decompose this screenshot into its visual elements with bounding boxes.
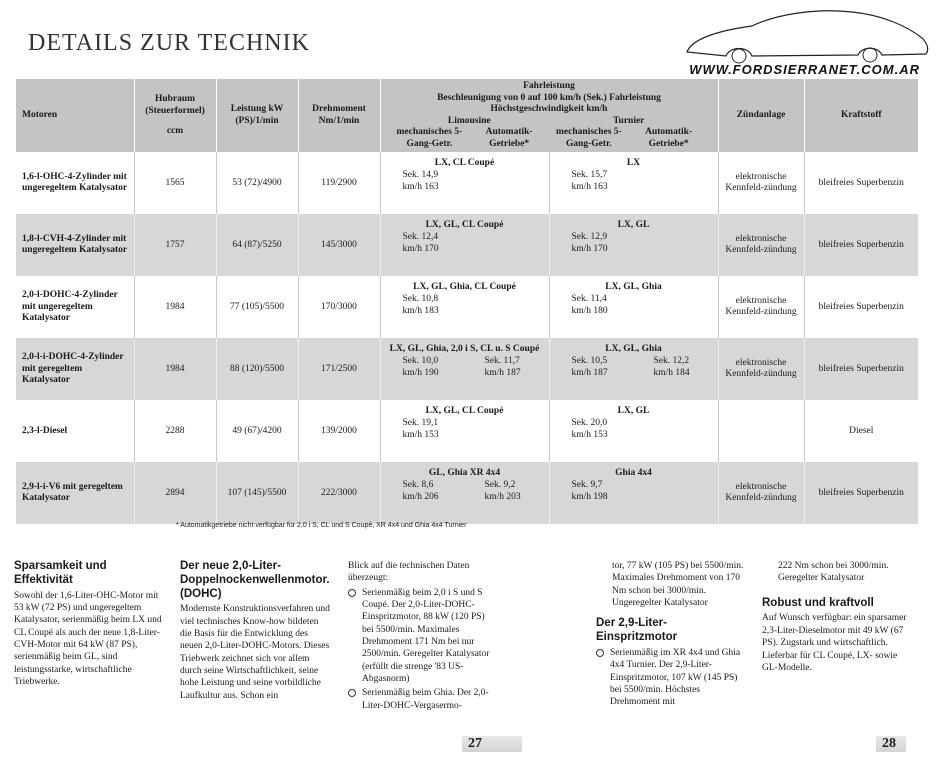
- page-number-right: 28: [876, 736, 906, 752]
- section-text: Modernste Konstruktionsverfahren und viel technisches Know-how bildeten die Basis für die Entwicklung des neuen 2,0-Liter-DOHC-Motors. Dieses Triebwerk zeichnet sich vor allem durch seine Wirtschaftlichkeit, seine hohe Leistung und seine vorbildliche Laufkultur aus. Schon ein: [180, 604, 330, 701]
- hubraum-value: 1757: [134, 214, 216, 276]
- engine-name: 2,9-l-i-V6 mit geregeltem Katalysator: [16, 462, 134, 524]
- kraftstoff-value: bleifreies Superbenzin: [804, 338, 918, 400]
- kraftstoff-value: bleifreies Superbenzin: [804, 462, 918, 524]
- zuendanlage-value: elektronische Kennfeld-zündung: [718, 214, 804, 276]
- hubraum-value: 1984: [134, 338, 216, 400]
- leistung-value: 88 (120)/5500: [216, 338, 298, 400]
- column-sparsamkeit: [14, 560, 164, 688]
- list-item: Serienmäßig beim Ghia. Der 2,0-Liter-DOHC-Vergasermo-: [348, 687, 498, 712]
- limousine-performance: LX, GL, Ghia, CL Coupé Sek. 10,8 km/h 183: [380, 276, 549, 338]
- section-text: Blick auf die technischen Daten überzeugt:: [348, 561, 470, 584]
- engine-name: 1,6-l-OHC-4-Zylinder mit ungeregeltem Katalysator: [16, 152, 134, 214]
- engine-name: 2,0-l-DOHC-4-Zylinder mit ungeregeltem Katalysator: [16, 276, 134, 338]
- section-text: 222 Nm schon bei 3000/min. Geregelter Katalysator: [778, 561, 889, 584]
- col-header-motoren: Motoren: [16, 79, 134, 152]
- table-row: [16, 152, 918, 214]
- section-heading: Sparsamkeit und Effektivität: [14, 560, 107, 586]
- kraftstoff-value: bleifreies Superbenzin: [818, 301, 904, 312]
- engine-name: 1,8-l-CVH-4-Zylinder mit ungeregeltem Katalysator: [16, 214, 134, 276]
- turnier-performance: LX Sek. 15,7 km/h 163: [549, 152, 718, 214]
- hubraum-value: 1565: [134, 152, 216, 214]
- section-heading: Der neue 2,0-Liter-Doppelnockenwellenmotor. (DOHC): [180, 560, 330, 600]
- hubraum-value: 2894: [134, 462, 216, 524]
- limousine-performance: LX, GL, Ghia, 2,0 i S, CL u. S Coupé Sek. 10,0 km/h 190 Sek. 11,7 km/h 187: [380, 338, 549, 400]
- list-item: Serienmäßig im XR 4x4 und Ghia 4x4 Turnier. Der 2,9-Liter-Einspritzmotor, 107 kW (145 PS) bei 5500/min. Höchstes Drehmoment mit: [596, 647, 744, 709]
- col-header-hubraum: Hubraum (Steuerformel) ccm: [134, 79, 216, 152]
- limousine-performance: GL, Ghia XR 4x4 Sek. 8,6 km/h 206 Sek. 9,2 km/h 203: [380, 462, 549, 524]
- table-row: [16, 338, 918, 400]
- zuendanlage-value: elektronische Kennfeld-zündung: [718, 338, 804, 400]
- limousine-performance: LX, GL, CL Coupé Sek. 12,4 km/h 170: [380, 214, 549, 276]
- col-header-fahrleistung: Fahrleistung Beschleunigung von 0 auf 100 km/h (Sek.) Fahrleistung Höchstgeschwindigkeit km/h Limousine Turnier mechanisches 5-Gang-Getr. Automatik-Getriebe* mechanisches 5-Gang-Getr. Automatik-Getriebe*: [380, 79, 718, 152]
- turnier-performance: Ghia 4x4 Sek. 9,7 km/h 198: [549, 462, 718, 524]
- leistung-value: 53 (72)/4900: [216, 152, 298, 214]
- table-row: [16, 214, 918, 276]
- bullet-circle-icon: [596, 649, 604, 657]
- bullet-circle-icon: [348, 689, 356, 697]
- turnier-performance: LX, GL Sek. 20,0 km/h 153: [549, 400, 718, 462]
- col-header-drehmoment: Drehmoment Nm/1/min: [298, 79, 380, 152]
- hubraum-value: 2288: [134, 400, 216, 462]
- limousine-performance: LX, GL, CL Coupé Sek. 19,1 km/h 153: [380, 400, 549, 462]
- zuendanlage-value: elektronische Kennfeld-zündung: [718, 462, 804, 524]
- section-text: Auf Wunsch verfügbar: ein sparsamer 2,3-Liter-Dieselmotor mit 49 kW (67 PS). Zugstark und wirtschaftlich. Lieferbar für CL Coupé, LX- sowie GL-Modelle.: [762, 613, 907, 673]
- col-header-zuendanlage: Zündanlage: [718, 79, 804, 152]
- section-text: Sowohl der 1,6-Liter-OHC-Motor mit 53 kW (72 PS) und ungeregeltem Katalysator, serienmäßig beim LX und CL Coupé als auch der neue 1,8-Liter-CVH-Motor mit 64 kW (87 PS), serienmäßig beim GL, sind leistungsstarke, wirtschaftliche Triebwerke.: [14, 590, 162, 687]
- engine-name: 2,3-l-Diesel: [16, 400, 134, 462]
- engine-name: 2,0-l-i-DOHC-4-Zylinder mit geregeltem Katalysator: [16, 338, 134, 400]
- car-outline-logo: [682, 4, 932, 64]
- drehmoment-value: 170/3000: [298, 276, 380, 338]
- column-technische-daten: [348, 560, 498, 712]
- section-heading: Der 2,9-Liter-Einspritzmotor: [596, 617, 678, 644]
- table-row: [16, 462, 918, 524]
- table-footnote: * Automatikgetriebe nicht verfügbar für 2,0 i S, CL und S Coupé, XR 4x4 und Ghia 4x4 Turnier: [176, 522, 467, 529]
- limousine-performance: LX, CL Coupé Sek. 14,9 km/h 163: [380, 152, 549, 214]
- turnier-performance: LX, GL, Ghia Sek. 10,5 km/h 187 Sek. 12,2 km/h 184: [549, 338, 718, 400]
- column-robust: [762, 560, 912, 674]
- drehmoment-value: 145/3000: [298, 214, 380, 276]
- drehmoment-value: 139/2000: [298, 400, 380, 462]
- leistung-value: 107 (145)/5500: [216, 462, 298, 524]
- kraftstoff-value: bleifreies Superbenzin: [818, 177, 904, 188]
- turnier-performance: LX, GL, Ghia Sek. 11,4 km/h 180: [549, 276, 718, 338]
- column-2-9-liter: [596, 560, 744, 709]
- drehmoment-value: 119/2900: [298, 152, 380, 214]
- page-title: DETAILS ZUR TECHNIK: [28, 30, 310, 56]
- list-item: Serienmäßig beim 2,0 i S und S Coupé. Der 2,0-Liter-DOHC-Einspritzmotor, 88 kW (120 PS) bei 5500/min. Maximales Drehmoment 171 Nm bei nur 2500/min. Geregelter Katalysator (erfüllt die strenge '83 US-Abgasnorm): [348, 587, 498, 686]
- col-header-leistung: Leistung kW (PS)/1/min: [216, 79, 298, 152]
- table-row: [16, 276, 918, 338]
- turnier-performance: LX, GL Sek. 12,9 km/h 170: [549, 214, 718, 276]
- leistung-value: 64 (87)/5250: [216, 214, 298, 276]
- section-text: tor, 77 kW (105 PS) bei 5500/min. Maximales Drehmoment von 170 Nm schon bei 3000/min. Ungeregelter Katalysator: [612, 561, 744, 609]
- drehmoment-value: 222/3000: [298, 462, 380, 524]
- leistung-value: 77 (105)/5500: [216, 276, 298, 338]
- zuendanlage-value: [718, 400, 804, 462]
- page-number-left: 27: [462, 736, 522, 752]
- kraftstoff-value: bleifreies Superbenzin: [804, 214, 918, 276]
- column-dohc: [180, 560, 332, 702]
- drehmoment-value: 171/2500: [298, 338, 380, 400]
- col-header-kraftstoff: Kraftstoff: [804, 79, 918, 152]
- leistung-value: 49 (67)/4200: [216, 400, 298, 462]
- site-url: WWW.FORDSIERRANET.COM.AR: [689, 62, 920, 77]
- bullet-circle-icon: [348, 589, 356, 597]
- hubraum-value: 1984: [134, 276, 216, 338]
- table-row: [16, 400, 918, 462]
- zuendanlage-value: elektronische Kennfeld-zündung: [718, 152, 804, 214]
- kraftstoff-value: Diesel: [849, 425, 874, 436]
- section-heading: Robust und kraftvoll: [762, 596, 874, 609]
- zuendanlage-value: elektronische Kennfeld-zündung: [718, 276, 804, 338]
- tech-spec-table: [16, 79, 918, 524]
